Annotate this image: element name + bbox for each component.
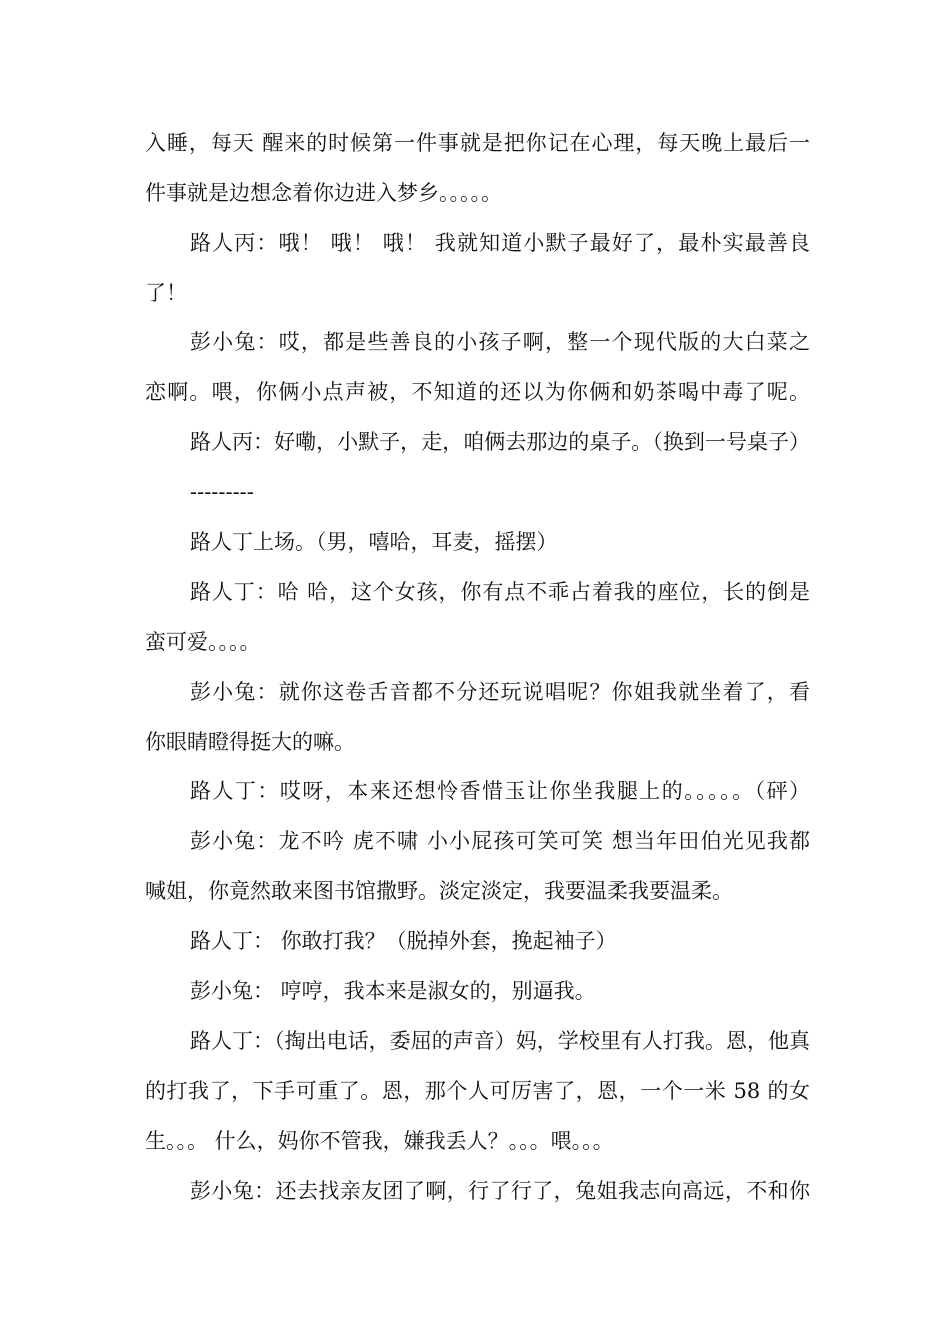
text-line: 路人丁： 你敢打我？（脱掉外套，挽起袖子） (190, 929, 617, 953)
text-line: 了！ (145, 281, 187, 305)
text-line: 蛮可爱。。。。 (145, 630, 261, 654)
text-line: 路人丁：哎呀，本来还想怜香惜玉让你坐我腿上的。。。。。（砰） (190, 779, 810, 803)
text-line: 恋啊。喂，你俩小点声被，不知道的还以为你俩和奶茶喝中毒了呢。 (145, 380, 810, 404)
text-line: 生。。。 什么，妈你不管我，嫌我丢人？。。。喂。。。 (145, 1129, 614, 1153)
text-line: 路人丁：哈 哈，这个女孩，你有点不乖占着我的座位，长的倒是 (190, 580, 810, 604)
text-line: 路人丁上场。（男，嘻哈，耳麦，摇摆） (190, 530, 558, 554)
text-line: 彭小兔：还去找亲友团了啊，行了行了，兔姐我志向高远，不和你 (190, 1179, 810, 1203)
text-line: 入睡，每天 醒来的时候第一件事就是把你记在心理，每天晚上最后一 (145, 131, 810, 155)
text-line: 彭小兔：哎，都是些善良的小孩子啊，整一个现代版的大白菜之 (190, 330, 810, 354)
text-line: 路人丙：哦！ 哦！ 哦！ 我就知道小默子最好了，最朴实最善良 (190, 231, 810, 255)
text-line: 彭小兔： 哼哼，我本来是淑女的，别逼我。 (190, 979, 596, 1003)
text-line: 彭小兔：龙不吟 虎不啸 小小屁孩可笑可笑 想当年田伯光见我都 (190, 829, 810, 853)
text-line: 彭小兔：就你这卷舌音都不分还玩说唱呢？你姐我就坐着了，看 (190, 680, 810, 704)
text-line: 件事就是边想念着你边进入梦乡。。。。。 (145, 181, 502, 205)
text-line: 路人丁：（掏出电话，委屈的声音）妈，学校里有人打我。恩，他真 (190, 1029, 810, 1053)
text-line: 喊姐，你竟然敢来图书馆撒野。淡定淡定，我要温柔我要温柔。 (145, 879, 733, 903)
text-line: 你眼睛瞪得挺大的嘛。 (145, 730, 355, 754)
text-line: 路人丙：好嘞，小默子，走，咱俩去那边的桌子。（换到一号桌子） (190, 430, 810, 454)
text-line: 的打我了，下手可重了。恩，那个人可厉害了，恩，一个一米 58 的女 (145, 1079, 810, 1103)
separator-line: --------- (190, 480, 254, 504)
